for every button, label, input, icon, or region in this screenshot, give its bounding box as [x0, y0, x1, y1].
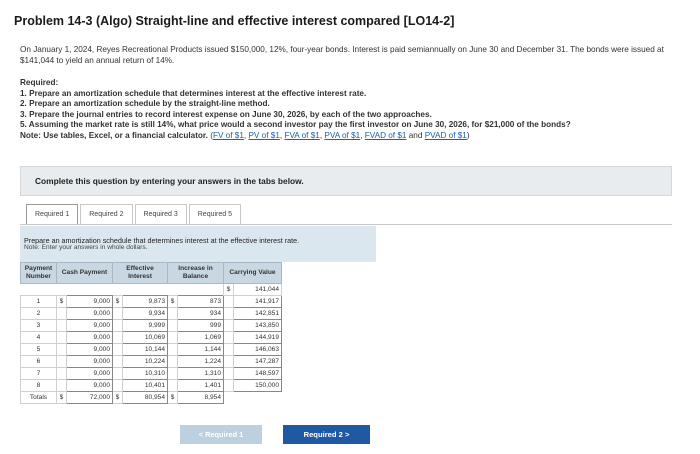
- tab-bar: [26, 204, 243, 224]
- panel-instruction: Prepare an amortization schedule that determines interest at the effective interest rate.: [24, 236, 300, 245]
- cash-payment-input[interactable]: 9,000: [67, 356, 113, 368]
- payment-number-cell: 2: [21, 308, 57, 320]
- header-increase-in-balance: Increase in Balance: [168, 263, 224, 284]
- currency-sign: $: [57, 392, 67, 404]
- link-fv[interactable]: FV of $1: [212, 130, 244, 140]
- effective-interest-input[interactable]: 10,069: [123, 332, 168, 344]
- table-row: [21, 356, 282, 368]
- carrying-value-input[interactable]: 144,919: [234, 332, 282, 344]
- payment-number-cell: 8: [21, 380, 57, 392]
- total-interest-input[interactable]: 80,954: [123, 392, 168, 404]
- link-pva[interactable]: PVA of $1: [324, 130, 361, 140]
- cash-payment-input[interactable]: 9,000: [67, 380, 113, 392]
- required-heading: Required:: [20, 78, 59, 87]
- increase-input[interactable]: 1,224: [178, 356, 224, 368]
- cash-payment-input[interactable]: 9,000: [67, 320, 113, 332]
- increase-input[interactable]: 999: [178, 320, 224, 332]
- table-row: [21, 344, 282, 356]
- effective-interest-input[interactable]: 9,999: [123, 320, 168, 332]
- prev-required-button[interactable]: < Required 1: [180, 425, 262, 444]
- currency-sign: $: [168, 296, 178, 308]
- totals-row: [21, 392, 282, 404]
- table-row: [21, 320, 282, 332]
- currency-sign: $: [224, 284, 234, 296]
- table-row: [21, 332, 282, 344]
- cash-payment-input[interactable]: 9,000: [67, 368, 113, 380]
- total-increase-input[interactable]: 8,954: [178, 392, 224, 404]
- carrying-value-input[interactable]: 143,850: [234, 320, 282, 332]
- table-row: [21, 284, 282, 296]
- instruction-text: Complete this question by entering your answers in the tabs below.: [35, 176, 304, 186]
- effective-interest-input[interactable]: 10,401: [123, 380, 168, 392]
- panel-note: Note: Enter your answers in whole dollars.: [24, 244, 148, 251]
- effective-interest-input[interactable]: 10,144: [123, 344, 168, 356]
- effective-interest-input[interactable]: 10,224: [123, 356, 168, 368]
- header-carrying-value: Carrying Value: [224, 263, 282, 284]
- cash-payment-input[interactable]: 9,000: [67, 332, 113, 344]
- carrying-value-input[interactable]: 148,597: [234, 368, 282, 380]
- carrying-value-cell: 141,044: [234, 284, 282, 296]
- effective-interest-input[interactable]: 9,934: [123, 308, 168, 320]
- link-fvad[interactable]: FVAD of $1: [364, 130, 407, 140]
- required-item: 3. Prepare the journal entries to record interest expense on June 30, 2026, by each of the two approaches.: [20, 109, 432, 119]
- header-cash-payment: Cash Payment: [57, 263, 113, 284]
- header-payment-number: Payment Number: [21, 263, 57, 284]
- payment-number-cell: 6: [21, 356, 57, 368]
- currency-sign: $: [113, 392, 123, 404]
- carrying-value-input[interactable]: 147,287: [234, 356, 282, 368]
- table-row: [21, 308, 282, 320]
- link-pvad[interactable]: PVAD of $1: [424, 130, 467, 140]
- link-fva[interactable]: FVA of $1: [284, 130, 320, 140]
- required-item: 1. Prepare an amortization schedule that determines interest at the effective interest rate.: [20, 88, 367, 98]
- currency-sign: $: [168, 392, 178, 404]
- instruction-box: [20, 166, 672, 196]
- currency-sign: $: [57, 296, 67, 308]
- payment-number-cell: 4: [21, 332, 57, 344]
- increase-input[interactable]: 1,069: [178, 332, 224, 344]
- link-pv[interactable]: PV of $1: [248, 130, 280, 140]
- increase-input[interactable]: 1,401: [178, 380, 224, 392]
- required-item: 2. Prepare an amortization schedule by the straight-line method.: [20, 99, 270, 108]
- next-required-button[interactable]: Required 2 >: [283, 425, 370, 444]
- table-row: [21, 368, 282, 380]
- note-line: Note: Use tables, Excel, or a financial calculator. (FV of $1, PV of $1, FVA of $1, PVA of $1, FVAD of $1 and PVAD of $1): [20, 130, 470, 140]
- tab-required-5[interactable]: Required 5: [189, 204, 241, 224]
- table-row: [21, 296, 282, 308]
- carrying-value-input[interactable]: 141,917: [234, 296, 282, 308]
- tab-divider: [20, 224, 672, 225]
- table-row: [21, 380, 282, 392]
- carrying-value-input[interactable]: 150,000: [234, 380, 282, 392]
- effective-interest-input[interactable]: 9,873: [123, 296, 168, 308]
- tab-required-3[interactable]: Required 3: [135, 204, 187, 224]
- totals-label: Totals: [21, 392, 57, 404]
- page-title: Problem 14-3 (Algo) Straight-line and effective interest compared [LO14-2]: [14, 14, 455, 28]
- effective-interest-input[interactable]: 10,310: [123, 368, 168, 380]
- total-cash-input[interactable]: 72,000: [67, 392, 113, 404]
- carrying-value-input[interactable]: 146,063: [234, 344, 282, 356]
- increase-input[interactable]: 934: [178, 308, 224, 320]
- instruction-panel: [20, 226, 376, 262]
- note-label: Note: Use tables, Excel, or a financial calculator.: [20, 130, 208, 140]
- increase-input[interactable]: 873: [178, 296, 224, 308]
- payment-number-cell: 3: [21, 320, 57, 332]
- cash-payment-input[interactable]: 9,000: [67, 308, 113, 320]
- payment-number-cell: 5: [21, 344, 57, 356]
- payment-number-cell: 7: [21, 368, 57, 380]
- amortization-table: [20, 262, 282, 404]
- cash-payment-input[interactable]: 9,000: [67, 344, 113, 356]
- header-effective-interest: Effective Interest: [113, 263, 168, 284]
- currency-sign: $: [113, 296, 123, 308]
- tab-required-1[interactable]: Required 1: [26, 204, 78, 224]
- carrying-value-input[interactable]: 142,851: [234, 308, 282, 320]
- requirements: [20, 78, 670, 141]
- increase-input[interactable]: 1,310: [178, 368, 224, 380]
- problem-intro: On January 1, 2024, Reyes Recreational Products issued $150,000, 12%, four-year bonds. Interest is paid semiannually on June 30 and December 31. The bonds were issued at $141,044 to yield an annual return of 14%.: [20, 45, 664, 65]
- increase-input[interactable]: 1,144: [178, 344, 224, 356]
- required-item: 5. Assuming the market rate is still 14%, what price would a second investor pay the first investor on June 30, 2026, for $21,000 of the bonds?: [20, 120, 571, 129]
- cash-payment-input[interactable]: 9,000: [67, 296, 113, 308]
- payment-number-cell: 1: [21, 296, 57, 308]
- tab-required-2[interactable]: Required 2: [80, 204, 132, 224]
